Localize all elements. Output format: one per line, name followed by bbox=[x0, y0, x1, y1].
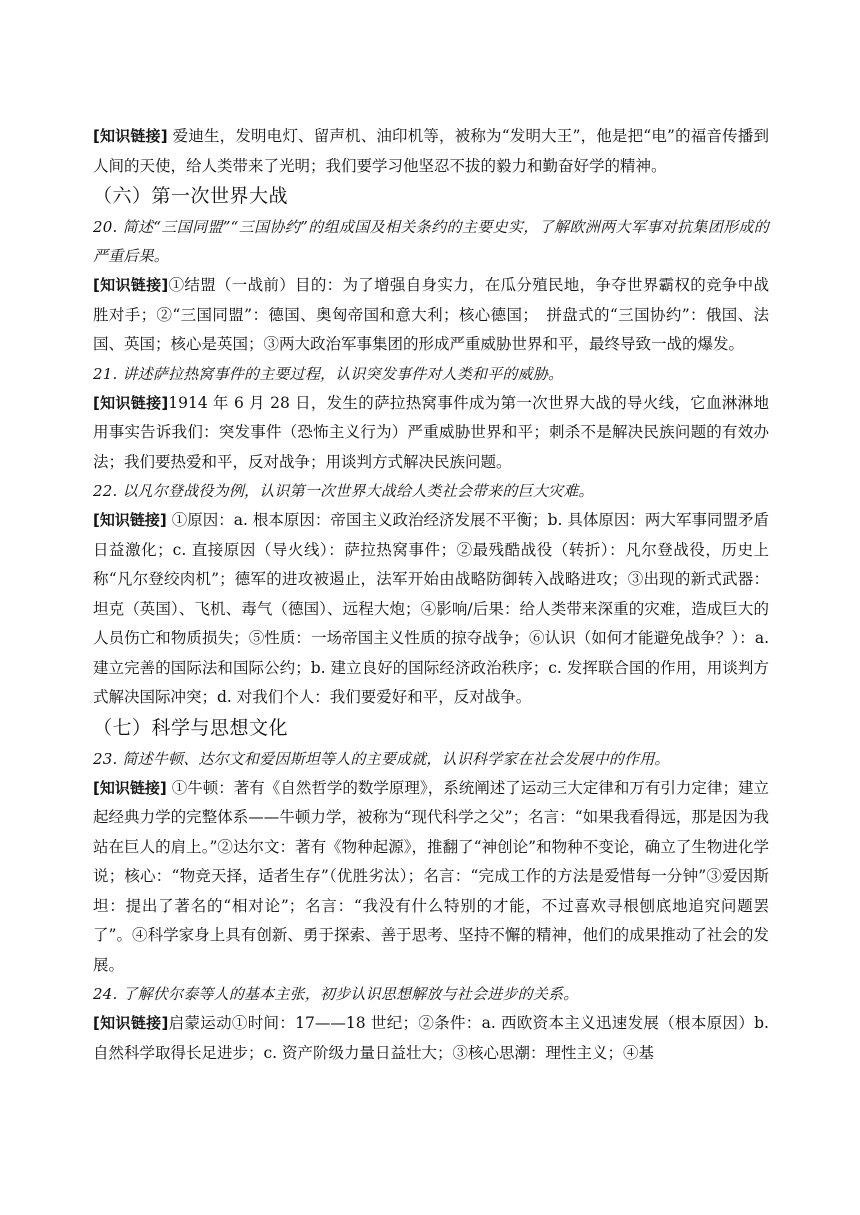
item-23 bbox=[93, 745, 769, 981]
document-page bbox=[93, 122, 769, 1068]
topic-20: 20. 简述“三国同盟”“三国协约”的组成国及相关条约的主要史实，了解欧洲两大军事对抗集团形成的严重后果。 bbox=[93, 218, 769, 265]
item-20 bbox=[93, 213, 769, 360]
item-24 bbox=[93, 980, 769, 1068]
knowledge-link-text: ①牛顿：著有《自然哲学的数学原理》，系统阐述了运动三大定律和万有引力定律；建立起经典力学的完整体系——牛顿力学，被称为“现代科学之父”；名言：“如果我看得远，那是因为我站在巨人的肩上。”②达尔文：著有《物种起源》，推翻了“神创论”和物种不变论，确立了生物进化学说；核心：“物竞天择，适者生存”（优胜劣汰）；名言：“完成工作的方法是爱惜每一分钟”③爱因斯坦：提出了著名的“相对论”；名言：“我没有什么特别的才能，不过喜欢寻根刨底地追究问题罢了”。④科学家身上具有创新、勇于探索、善于思考、坚持不懈的精神，他们的成果推动了社会的发展。 bbox=[93, 778, 769, 974]
knowledge-link-text: 启蒙运动①时间：17——18 世纪；②条件：a. 西欧资本主义迅速发展（根本原因）b. 自然科学取得长足进步；c. 资产阶级力量日益壮大；③核心思潮：理性主义；④基 bbox=[93, 1014, 769, 1062]
knowledge-link-label: [知识链接] bbox=[93, 511, 167, 529]
topic-21: 21. 讲述萨拉热窝事件的主要过程，认识突发事件对人类和平的威胁。 bbox=[93, 364, 564, 383]
section-heading-7: （七）科学与思想文化 bbox=[93, 716, 289, 739]
knowledge-link-text: ①结盟（一战前）目的：为了增强自身实力，在瓜分殖民地，争夺世界霸权的竞争中战胜对手；②“三国同盟”：德国、奥匈帝国和意大利；核心德国； 拼盘式的“三国协约”：俄国、法国、英国；核心是英国；③两大政治军事集团的形成严重威胁世界和平，最终导致一战的爆发。 bbox=[93, 276, 769, 353]
knowledge-link-label: [知识链接] bbox=[93, 1014, 169, 1032]
section-heading-6: （六）第一次世界大战 bbox=[93, 185, 289, 207]
intro-knowledge-link bbox=[93, 122, 769, 181]
item-22 bbox=[93, 477, 769, 713]
topic-22: 22. 以凡尔登战役为例，认识第一次世界大战给人类社会带来的巨大灾难。 bbox=[93, 482, 594, 500]
knowledge-link-text: 爱迪生，发明电灯、留声机、油印机等，被称为“发明大王”，他是把“电”的福音传播到人间的天使，给人类带来了光明；我们要学习他坚忍不拔的毅力和勤奋好学的精神。 bbox=[93, 127, 769, 175]
item-21 bbox=[93, 360, 769, 478]
knowledge-link-label: [知识链接] bbox=[93, 778, 167, 797]
knowledge-link-text: 1914 年 6 月 28 日，发生的萨拉热窝事件成为第一次世界大战的导火线，它血淋淋地用事实告诉我们：突发事件（恐怖主义行为）严重威胁世界和平；刺杀不是解决民族问题的有效办法；我们要热爱和平，反对战争；用谈判方式解决民族问题。 bbox=[93, 393, 769, 471]
topic-24: 24. 了解伏尔泰等人的基本主张，初步认识思想解放与社会进步的关系。 bbox=[93, 985, 579, 1003]
topic-23: 23. 简述牛顿、达尔文和爱因斯坦等人的主要成就，认识科学家在社会发展中的作用。 bbox=[93, 749, 670, 768]
knowledge-link-label: [知识链接] bbox=[93, 276, 169, 294]
knowledge-link-label: [知识链接] bbox=[93, 393, 169, 412]
knowledge-link-label: [知识链接] bbox=[93, 127, 168, 145]
knowledge-link-text: ①原因：a. 根本原因：帝国主义政治经济发展不平衡；b. 具体原因：两大军事同盟矛盾日益激化；c. 直接原因（导火线）：萨拉热窝事件；②最残酷战役（转折）：凡尔登战役，历史上称“凡尔登绞肉机”；德军的进攻被遏止，法军开始由战略防御转入战略进攻；③出现的新式武器：坦克（英国）、飞机、毒气（德国）、远程大炮；④影响/后果：给人类带来深重的灾难，造成巨大的人员伤亡和物质损失；⑤性质：一场帝国主义性质的掠夺战争；⑥认识（如何才能避免战争？）：a. 建立完善的国际法和国际公约；b. 建立良好的国际经济政治秩序；c. 发挥联合国的作用，用谈判方式解决国际冲突；d. 对我们个人：我们要爱好和平，反对战争。 bbox=[93, 511, 769, 706]
